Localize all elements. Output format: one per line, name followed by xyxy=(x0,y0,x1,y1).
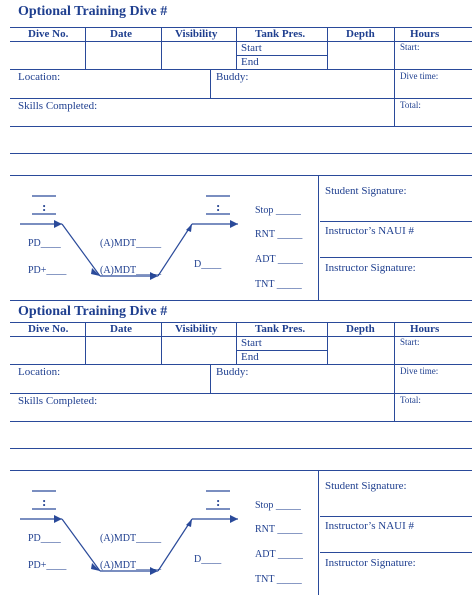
header-dive-no: Dive No. xyxy=(28,28,69,40)
rnt-label: RNT _____ xyxy=(255,524,303,535)
instructor-naui-label: Instructor’s NAUI # xyxy=(325,225,415,237)
hours-start-label: Start: xyxy=(400,337,420,347)
header-tank-pres: Tank Pres. xyxy=(255,28,306,40)
pd-label: PD____ xyxy=(28,533,61,544)
adt-label: ADT _____ xyxy=(255,549,303,560)
buddy-label: Buddy: xyxy=(216,366,249,378)
header-depth: Depth xyxy=(346,28,375,40)
tnt-label: TNT _____ xyxy=(255,279,302,290)
form-title: Optional Training Dive # xyxy=(18,4,168,19)
pd-plus-label: PD+____ xyxy=(28,560,67,571)
instructor-signature-label: Instructor Signature: xyxy=(325,262,416,274)
header-depth: Depth xyxy=(346,323,375,335)
amdt-label-2: (A)MDT_____ xyxy=(100,560,162,571)
rnt-label: RNT _____ xyxy=(255,229,303,240)
tank-start-label: Start xyxy=(241,337,262,349)
tank-start-label: Start xyxy=(241,42,262,54)
student-signature-label: Student Signature: xyxy=(325,480,407,492)
stop-label: Stop _____ xyxy=(255,205,301,216)
profile-colon-right: : xyxy=(216,494,221,509)
location-label: Location: xyxy=(18,71,61,83)
dive-log-form-1 xyxy=(0,0,474,305)
tnt-label: TNT _____ xyxy=(255,574,302,585)
header-date: Date xyxy=(110,28,132,40)
amdt-label-1: (A)MDT_____ xyxy=(100,533,162,544)
profile-colon-left: : xyxy=(42,494,47,509)
instructor-signature-label: Instructor Signature: xyxy=(325,557,416,569)
total-label: Total: xyxy=(400,100,421,110)
depth-d-label: D____ xyxy=(194,554,222,565)
skills-completed-label: Skills Completed: xyxy=(18,100,98,112)
stop-label: Stop _____ xyxy=(255,500,301,511)
amdt-label-2: (A)MDT_____ xyxy=(100,265,162,276)
header-hours: Hours xyxy=(410,28,440,40)
header-visibility: Visibility xyxy=(175,323,218,335)
header-date: Date xyxy=(110,323,132,335)
skills-completed-label: Skills Completed: xyxy=(18,395,98,407)
location-label: Location: xyxy=(18,366,61,378)
dive-log-form-2 xyxy=(0,300,474,605)
form-title: Optional Training Dive # xyxy=(18,304,168,319)
header-dive-no: Dive No. xyxy=(28,323,69,335)
instructor-naui-label: Instructor’s NAUI # xyxy=(325,520,415,532)
buddy-label: Buddy: xyxy=(216,71,249,83)
student-signature-label: Student Signature: xyxy=(325,185,407,197)
pd-label: PD____ xyxy=(28,238,61,249)
tank-end-label: End xyxy=(241,56,259,68)
header-hours: Hours xyxy=(410,323,440,335)
pd-plus-label: PD+____ xyxy=(28,265,67,276)
adt-label: ADT _____ xyxy=(255,254,303,265)
hours-start-label: Start: xyxy=(400,42,420,52)
dive-time-label: Dive time: xyxy=(400,71,439,81)
dive-time-label: Dive time: xyxy=(400,366,439,376)
profile-colon-right: : xyxy=(216,199,221,214)
header-visibility: Visibility xyxy=(175,28,218,40)
tank-end-label: End xyxy=(241,351,259,363)
total-label: Total: xyxy=(400,395,421,405)
depth-d-label: D____ xyxy=(194,259,222,270)
header-tank-pres: Tank Pres. xyxy=(255,323,306,335)
amdt-label-1: (A)MDT_____ xyxy=(100,238,162,249)
profile-colon-left: : xyxy=(42,199,47,214)
